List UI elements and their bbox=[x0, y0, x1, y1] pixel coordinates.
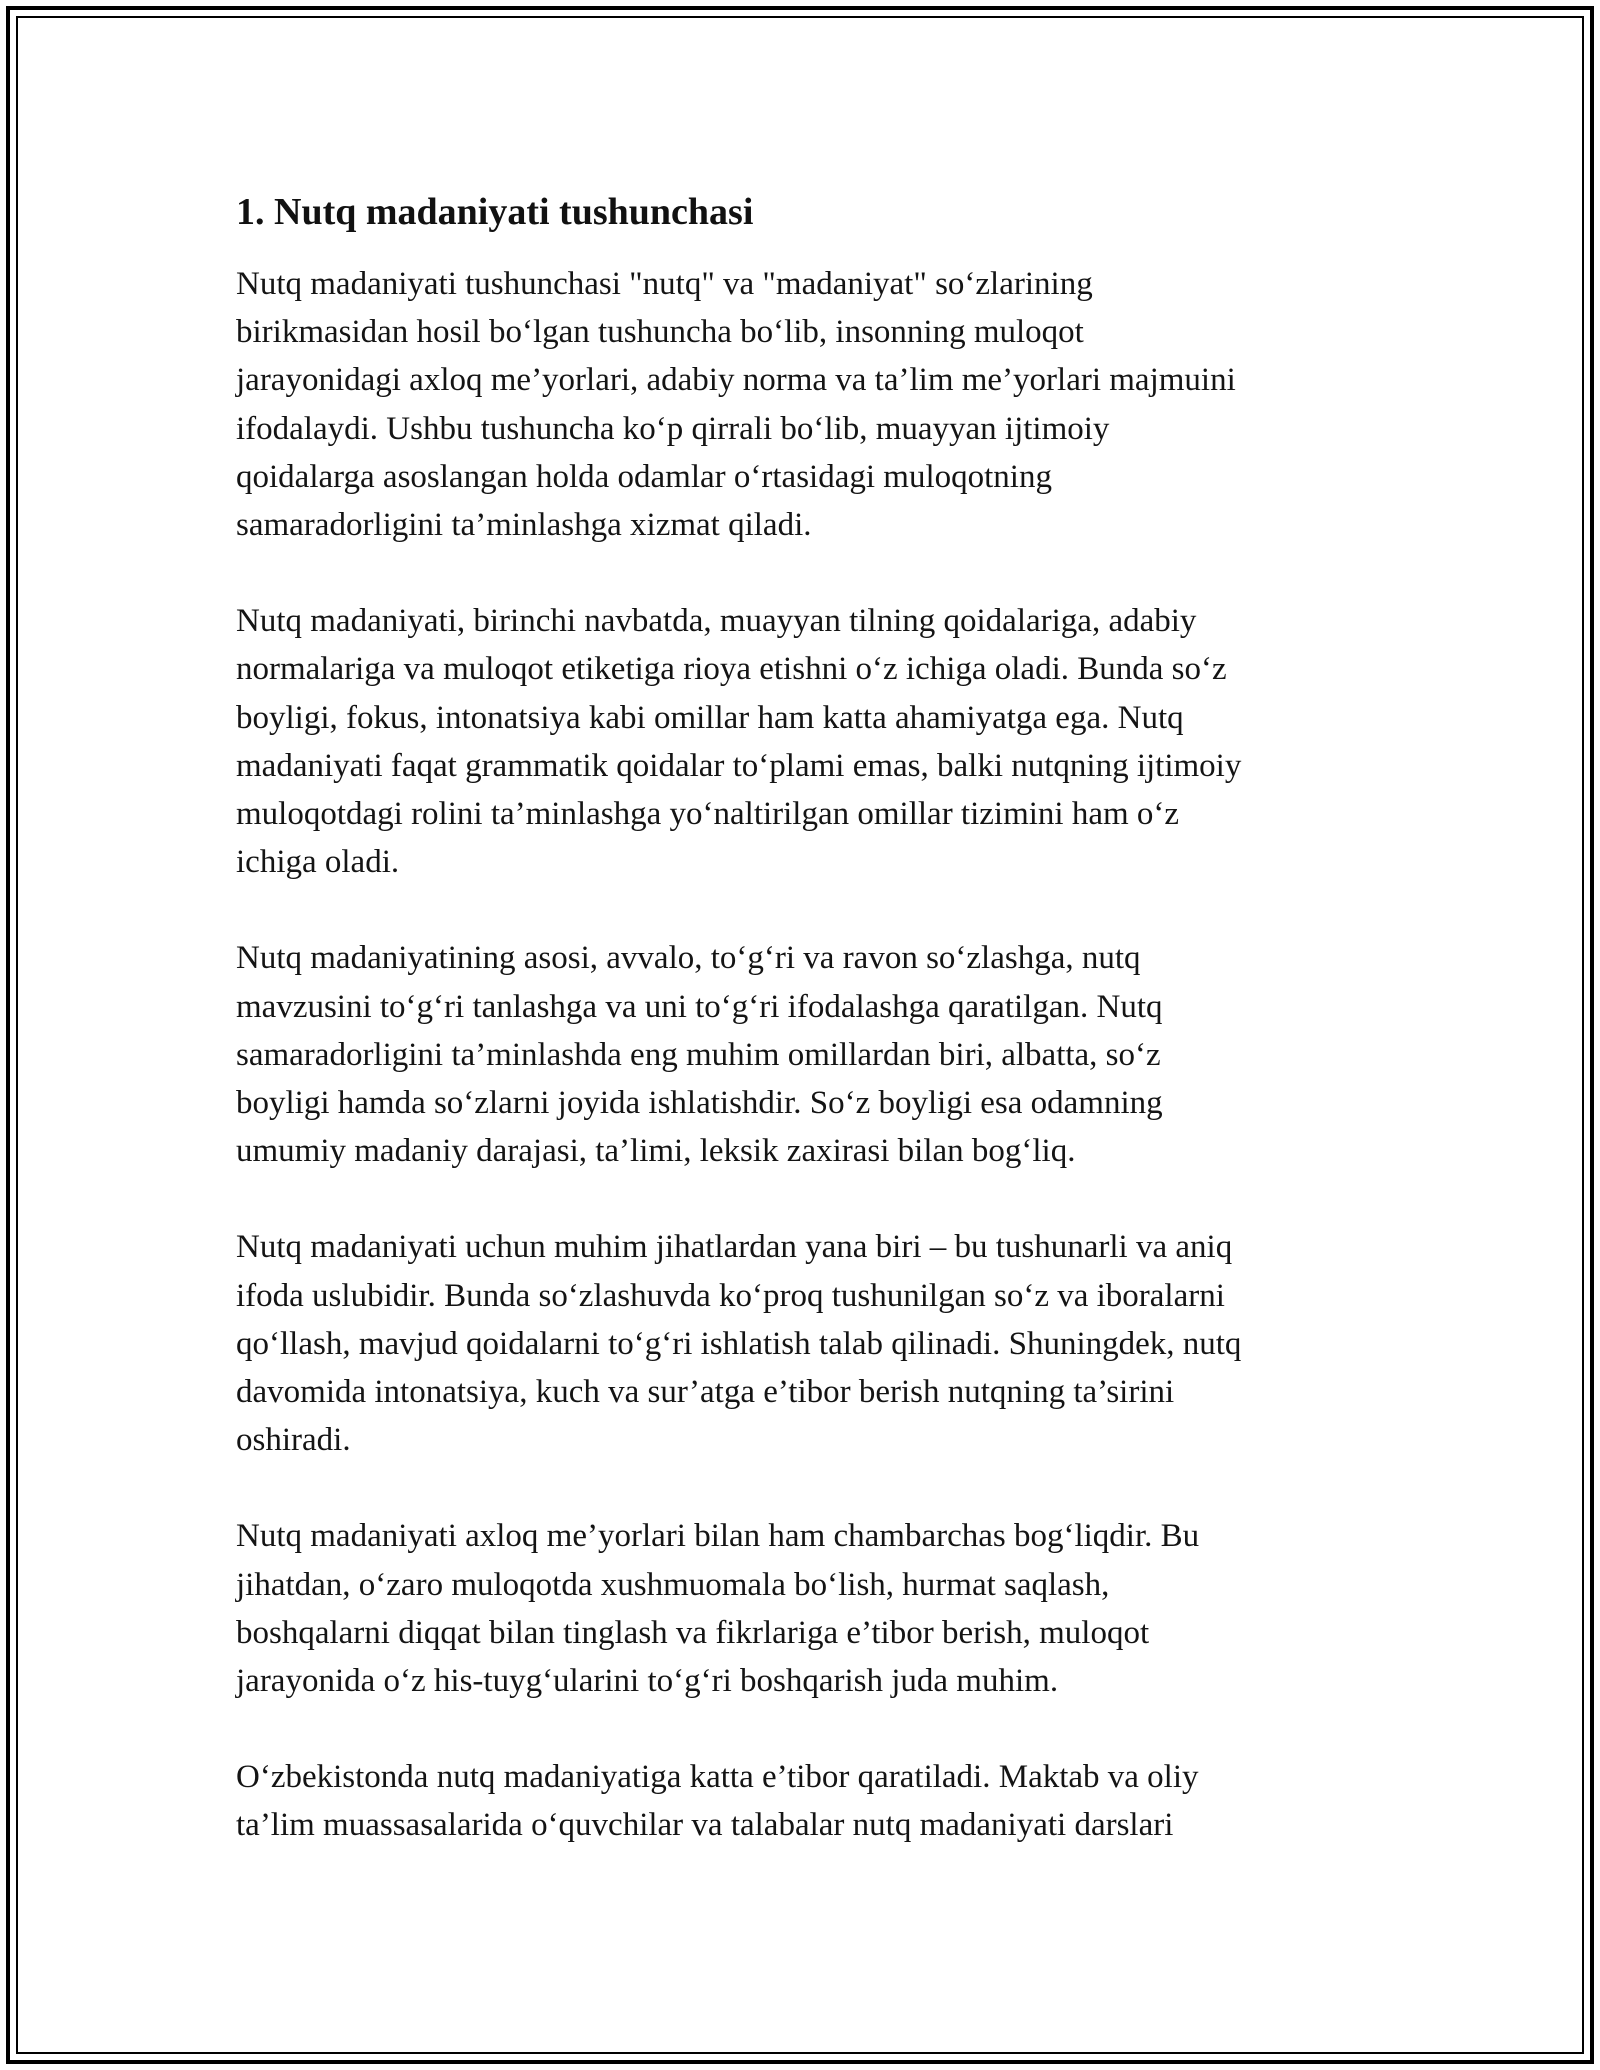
paragraph-1 bbox=[236, 260, 1356, 549]
paragraph-line: mavzusini to‘g‘ri tanlashga va uni to‘g‘ri ifodalashga qaratilgan. Nutq bbox=[236, 988, 1163, 1025]
paragraph-line: umumiy madaniy darajasi, ta’limi, leksik zaxirasi bilan bog‘liq. bbox=[236, 1133, 1076, 1170]
paragraph-line: samaradorligini ta’minlashda eng muhim omillardan biri, albatta, so‘z bbox=[236, 1036, 1161, 1073]
paragraph-line: ichiga oladi. bbox=[236, 844, 400, 881]
paragraph-line: oshiradi. bbox=[236, 1422, 351, 1459]
paragraph-line: davomida intonatsiya, kuch va sur’atga e’tibor berish nutqning ta’sirini bbox=[236, 1374, 1175, 1411]
paragraph-line: Nutq madaniyati tushunchasi "nutq" va "madaniyat" so‘zlarining bbox=[236, 266, 1093, 302]
document-body bbox=[236, 182, 1356, 1898]
paragraph-line: ta’lim muassasalarida o‘quvchilar va talabalar nutq madaniyati darslari bbox=[236, 1807, 1174, 1844]
paragraph-line: muloqotdagi rolini ta’minlashga yo‘naltirilgan omillar tizimini ham o‘z bbox=[236, 796, 1180, 833]
paragraph-line: jarayonidagi axloq me’yorlari, adabiy norma va ta’lim me’yorlari majmuini bbox=[236, 362, 1236, 399]
paragraph-line: samaradorligini ta’minlashga xizmat qiladi. bbox=[236, 507, 812, 544]
paragraph-line: Nutq madaniyatining asosi, avvalo, to‘g‘ri va ravon so‘zlashga, nutq bbox=[236, 940, 1141, 977]
paragraph-3 bbox=[236, 934, 1356, 1175]
paragraph-5 bbox=[236, 1512, 1356, 1705]
paragraph-2 bbox=[236, 597, 1356, 886]
paragraph-line: birikmasidan hosil bo‘lgan tushuncha bo‘lib, insonning muloqot bbox=[236, 314, 1084, 351]
paragraph-line: jihatdan, o‘zaro muloqotda xushmuomala bo‘lish, hurmat saqlash, bbox=[236, 1566, 1110, 1603]
paragraph-line: ifoda uslubidir. Bunda so‘zlashuvda ko‘proq tushunilgan so‘z va iboralarni bbox=[236, 1277, 1225, 1314]
paragraph-4 bbox=[236, 1223, 1356, 1464]
paragraph-line: madaniyati faqat grammatik qoidalar to‘plami emas, balki nutqning ijtimoiy bbox=[236, 747, 1242, 784]
paragraph-line: boshqalarni diqqat bilan tinglash va fikrlariga e’tibor berish, muloqot bbox=[236, 1614, 1150, 1651]
paragraph-line: qoidalarga asoslangan holda odamlar o‘rtasidagi muloqotning bbox=[236, 458, 1052, 495]
paragraph-line: Nutq madaniyati axloq me’yorlari bilan ham chambarchas bog‘liqdir. Bu bbox=[236, 1518, 1200, 1555]
paragraph-line: jarayonida o‘z his-tuyg‘ularini to‘g‘ri boshqarish juda muhim. bbox=[236, 1663, 1059, 1700]
paragraph-line: qo‘llash, mavjud qoidalarni to‘g‘ri ishlatish talab qilinadi. Shuningdek, nutq bbox=[236, 1325, 1242, 1362]
section-heading: 1. Nutq madaniyati tushunchasi bbox=[236, 191, 754, 233]
paragraph-line: ifodalaydi. Ushbu tushuncha ko‘p qirrali bo‘lib, muayyan ijtimoiy bbox=[236, 410, 1110, 447]
paragraph-line: O‘zbekistonda nutq madaniyatiga katta e’tibor qaratiladi. Maktab va oliy bbox=[236, 1759, 1199, 1796]
paragraph-line: boyligi, fokus, intonatsiya kabi omillar ham katta ahamiyatga ega. Nutq bbox=[236, 699, 1184, 736]
paragraph-6 bbox=[236, 1753, 1356, 1849]
paragraph-line: normalariga va muloqot etiketiga rioya etishni o‘z ichiga oladi. Bunda so‘z bbox=[236, 651, 1227, 688]
paragraph-line: boyligi hamda so‘zlarni joyida ishlatishdir. So‘z boyligi esa odamning bbox=[236, 1085, 1163, 1122]
paragraph-line: Nutq madaniyati, birinchi navbatda, muayyan tilning qoidalariga, adabiy bbox=[236, 603, 1197, 640]
paragraph-line: Nutq madaniyati uchun muhim jihatlardan yana biri – bu tushunarli va aniq bbox=[236, 1229, 1233, 1266]
